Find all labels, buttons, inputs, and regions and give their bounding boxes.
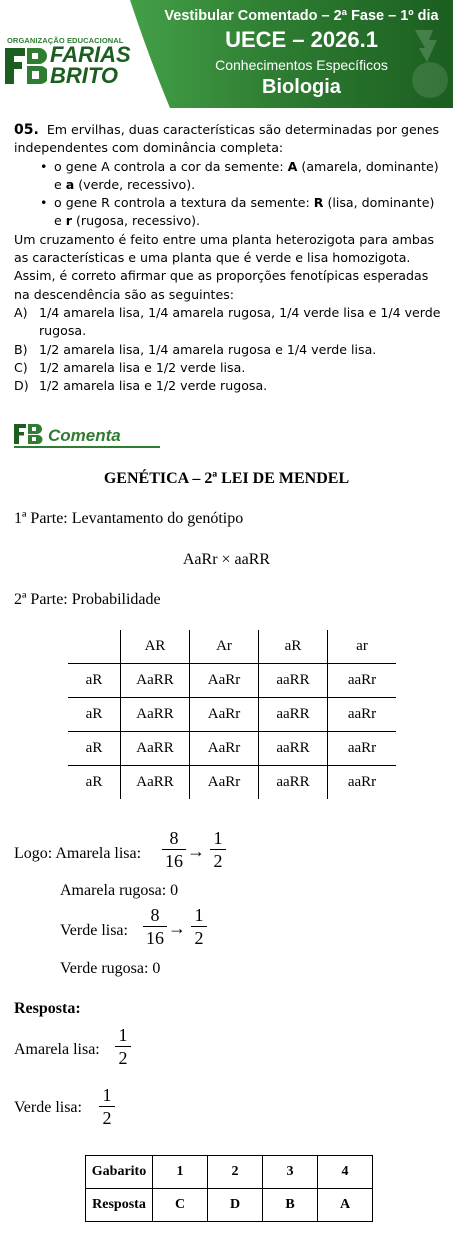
- genotype-cell: aaRR: [259, 766, 328, 800]
- brand-name-line2: BRITO: [50, 63, 119, 88]
- answer-cell: B: [263, 1189, 318, 1222]
- verde-lisa-label: Verde lisa:: [60, 922, 128, 939]
- option-a: A) 1/4 amarela lisa, 1/4 amarela rugosa, 1/4 verde lisa e 1/4 verde rugosa.: [14, 304, 441, 339]
- question-bullet: • o gene R controla a textura da semente: R (lisa, dominante) e r (rugosa, recessivo).: [14, 194, 444, 231]
- fraction-8-16: 8 16: [162, 828, 186, 871]
- question-intro: 05. Em ervilhas, duas características são determinadas por genes independentes com dominância completa:: [14, 122, 440, 156]
- table-row: [68, 766, 396, 800]
- table-row: [68, 698, 396, 732]
- brand-name-line1: FARIAS: [50, 42, 131, 67]
- question-number-cell: 4: [318, 1156, 373, 1189]
- question-bullet: • o gene A controla a cor da semente: A (amarela, dominante) e a (verde, recessivo).: [14, 158, 444, 195]
- punnett-header-row: [68, 630, 396, 664]
- genotype-cell: AaRr: [190, 664, 259, 698]
- answer-cell: C: [153, 1189, 208, 1222]
- gamete-header: AR: [121, 630, 190, 664]
- verde-rugosa-result: Verde rugosa: 0: [60, 960, 161, 977]
- row-gamete: aR: [85, 774, 103, 790]
- genotype-cell: AaRr: [190, 698, 259, 732]
- table-row: [86, 1156, 373, 1189]
- genotype-cell: AaRR: [121, 698, 190, 732]
- genotype-cell: AaRR: [121, 766, 190, 800]
- genotype-cell: AaRr: [190, 732, 259, 766]
- org-label: ORGANIZAÇÃO EDUCACIONAL: [7, 36, 124, 45]
- gamete-header: ar: [328, 630, 397, 664]
- genotype-cell: AaRR: [121, 664, 190, 698]
- resposta-verde-label: Verde lisa:: [14, 1099, 82, 1116]
- comenta-underline: [14, 446, 160, 448]
- exam-edition: UECE – 2026.1: [225, 27, 378, 52]
- fb-mini-logo-icon: [14, 424, 44, 444]
- genotype-cell: aaRr: [328, 664, 397, 698]
- table-row: [68, 664, 396, 698]
- genotype-cell: aaRR: [259, 732, 328, 766]
- genotype-cell: aaRR: [259, 698, 328, 732]
- answer-key-table: [85, 1155, 373, 1222]
- genotype-cell: AaRR: [121, 732, 190, 766]
- amarela-rugosa-result: Amarela rugosa: 0: [60, 882, 179, 899]
- option-d: D) 1/2 amarela lisa e 1/2 verde rugosa.: [14, 378, 268, 394]
- gamete-header: Ar: [190, 630, 259, 664]
- genetic-cross: AaRr × aaRR: [182, 551, 271, 568]
- row-gamete: aR: [68, 732, 121, 766]
- genotype-cell: aaRr: [328, 766, 397, 800]
- part2-label: 2ª Parte: Probabilidade: [14, 591, 161, 608]
- gamete-header: aR: [259, 630, 328, 664]
- question-number-cell: 3: [263, 1156, 318, 1189]
- option-c: C) 1/2 amarela lisa e 1/2 verde lisa.: [14, 359, 246, 375]
- answer-cell: A: [318, 1189, 373, 1222]
- arrow-right-icon: →: [187, 841, 205, 861]
- row-gamete: aR: [68, 698, 121, 732]
- question-number-cell: 1: [153, 1156, 208, 1189]
- gabarito-header: Gabarito: [86, 1156, 153, 1189]
- solution-title: GENÉTICA – 2ª LEI DE MENDEL: [103, 470, 350, 487]
- answer-cell: D: [208, 1189, 263, 1222]
- fraction-8-16: 8 16: [143, 905, 167, 948]
- row-gamete: aR: [68, 664, 121, 698]
- resposta-title: Resposta:: [14, 1000, 81, 1017]
- comenta-label: Comenta: [48, 426, 121, 445]
- part1-label: 1ª Parte: Levantamento do genótipo: [14, 510, 244, 527]
- question-number-cell: 2: [208, 1156, 263, 1189]
- question-block: [14, 121, 444, 395]
- logo-amarela-lisa-label: Logo: Amarela lisa:: [14, 845, 142, 862]
- genotype-cell: aaRR: [259, 664, 328, 698]
- fraction-1-2: 1 2: [115, 1025, 131, 1068]
- exam-title: Vestibular Comentado – 2ª Fase – 1º dia: [164, 8, 439, 24]
- resposta-header: Resposta: [86, 1189, 153, 1222]
- table-row: [86, 1189, 373, 1222]
- genotype-cell: aaRr: [328, 698, 397, 732]
- arrow-right-icon: →: [168, 918, 186, 938]
- table-row: [68, 732, 396, 766]
- genotype-cell: aaRr: [328, 732, 397, 766]
- fraction-1-2: 1 2: [191, 905, 207, 948]
- farias-brito-logo: [3, 36, 138, 90]
- resposta-amarela-label: Amarela lisa:: [14, 1041, 100, 1058]
- page-header: [0, 0, 453, 108]
- fraction-1-2: 1 2: [210, 828, 226, 871]
- punnett-square: [68, 630, 396, 799]
- fraction-1-2: 1 2: [99, 1085, 115, 1128]
- fb-logo-mark-icon: [5, 46, 47, 86]
- exam-subject: Biologia: [262, 76, 341, 98]
- option-b: B) 1/2 amarela lisa, 1/4 amarela rugosa e 1/4 verde lisa.: [14, 341, 377, 357]
- question-body: Um cruzamento é feito entre uma planta heterozigota para ambas as características e uma planta que é verde e lisa homozigota. Assim, é correto afirmar que as proporções fenotípicas esperadas na descendência são as seguintes:: [14, 231, 435, 302]
- comenta-banner: [14, 424, 160, 450]
- question-number: 05.: [14, 122, 39, 138]
- genotype-cell: AaRr: [190, 766, 259, 800]
- exam-area: Conhecimentos Específicos: [215, 57, 388, 73]
